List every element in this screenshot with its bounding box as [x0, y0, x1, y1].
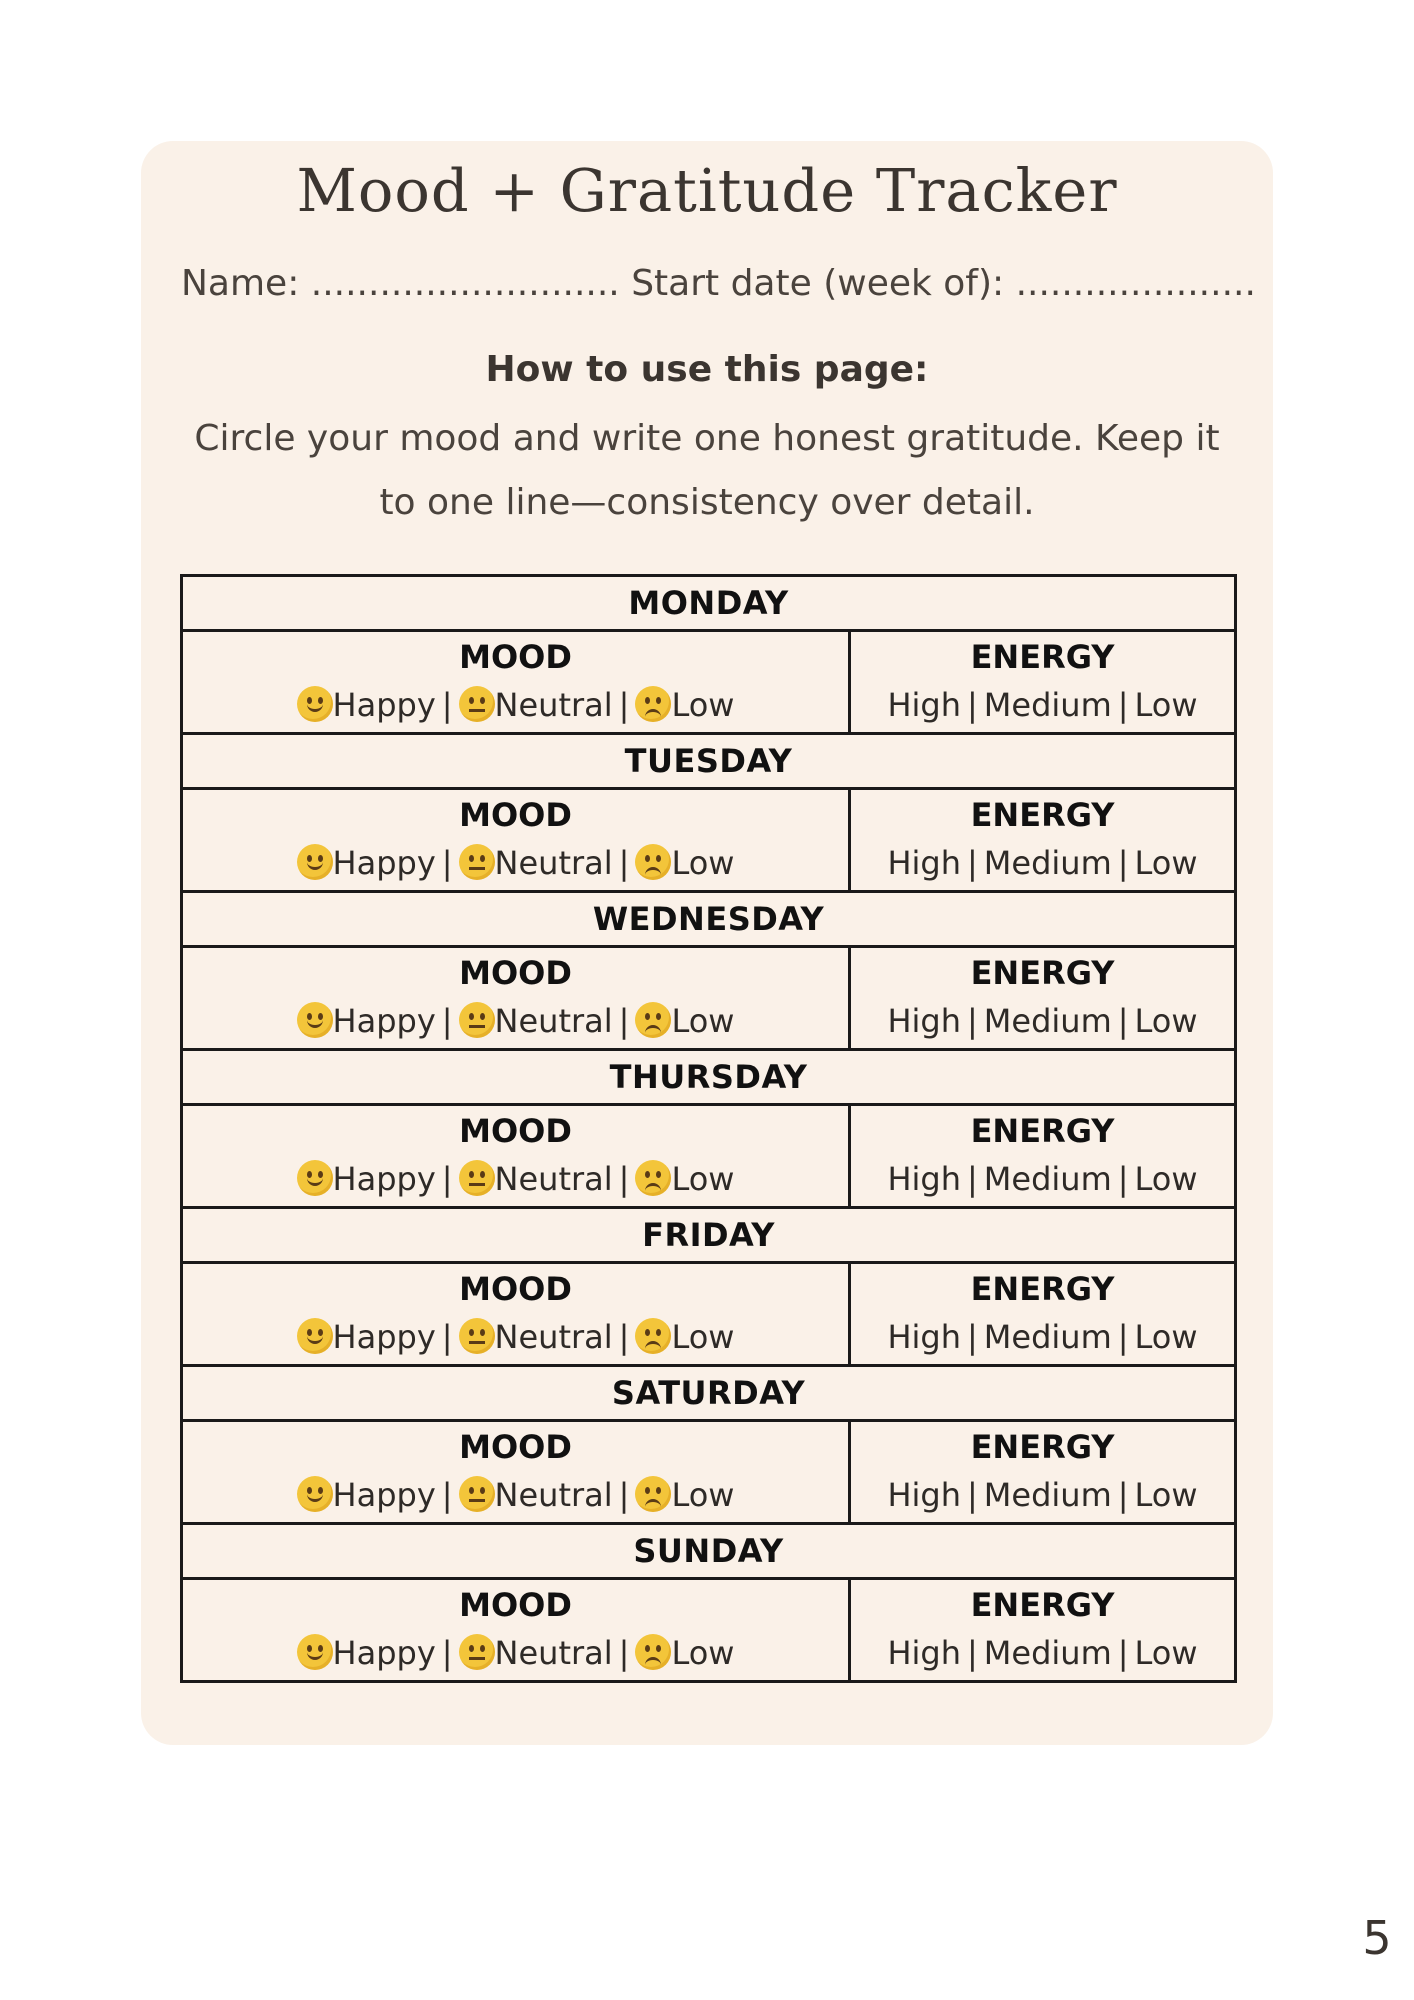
energy-label: ENERGY	[970, 796, 1115, 834]
mood-option-neutral[interactable]: Neutral	[494, 1318, 613, 1356]
mood-label: MOOD	[459, 1112, 572, 1150]
day-heading: WEDNESDAY	[183, 893, 1234, 948]
energy-option-low[interactable]: Low	[1134, 1476, 1198, 1514]
option-separator: |	[1117, 844, 1129, 882]
energy-option-medium[interactable]: Medium	[983, 1476, 1112, 1514]
option-separator: |	[441, 844, 453, 882]
weekly-tracker-table	[180, 574, 1237, 1683]
option-separator: |	[618, 1634, 630, 1672]
slightly-frowning-face-icon	[635, 1160, 671, 1196]
option-separator: |	[441, 1476, 453, 1514]
slightly-smiling-face-icon	[297, 1476, 333, 1512]
option-separator: |	[618, 686, 630, 724]
mood-label: MOOD	[459, 796, 572, 834]
mood-option-neutral[interactable]: Neutral	[494, 686, 613, 724]
slightly-smiling-face-icon	[297, 1634, 333, 1670]
mood-options	[183, 998, 848, 1048]
option-separator: |	[1117, 686, 1129, 724]
day-row	[183, 1580, 1234, 1680]
energy-option-medium[interactable]: Medium	[983, 1002, 1112, 1040]
mood-cell	[183, 1580, 851, 1680]
mood-option-neutral[interactable]: Neutral	[494, 1476, 613, 1514]
energy-option-low[interactable]: Low	[1134, 686, 1198, 724]
day-block-sunday	[183, 1522, 1234, 1680]
mood-option-low[interactable]: Low	[671, 1476, 735, 1514]
energy-cell	[851, 1422, 1234, 1522]
option-separator: |	[441, 1634, 453, 1672]
option-separator: |	[618, 844, 630, 882]
option-separator: |	[967, 844, 978, 882]
mood-option-happy[interactable]: Happy	[332, 1002, 436, 1040]
day-block-tuesday	[183, 732, 1234, 890]
option-separator: |	[967, 686, 978, 724]
option-separator: |	[1117, 1002, 1129, 1040]
energy-options	[851, 840, 1234, 890]
mood-option-neutral[interactable]: Neutral	[494, 1634, 613, 1672]
mood-label: MOOD	[459, 954, 572, 992]
energy-option-low[interactable]: Low	[1134, 1002, 1198, 1040]
mood-option-happy[interactable]: Happy	[332, 1160, 436, 1198]
slightly-frowning-face-icon	[635, 686, 671, 722]
energy-option-medium[interactable]: Medium	[983, 1160, 1112, 1198]
energy-option-low[interactable]: Low	[1134, 844, 1198, 882]
day-block-friday	[183, 1206, 1234, 1364]
neutral-face-icon	[459, 1318, 495, 1354]
energy-cell	[851, 1106, 1234, 1206]
mood-option-low[interactable]: Low	[671, 1002, 735, 1040]
mood-options	[183, 682, 848, 732]
mood-cell	[183, 1106, 851, 1206]
energy-label: ENERGY	[970, 1586, 1115, 1624]
option-separator: |	[967, 1476, 978, 1514]
energy-option-low[interactable]: Low	[1134, 1634, 1198, 1672]
day-row	[183, 790, 1234, 890]
mood-cell	[183, 790, 851, 890]
mood-option-happy[interactable]: Happy	[332, 1634, 436, 1672]
mood-option-happy[interactable]: Happy	[332, 844, 436, 882]
energy-option-high[interactable]: High	[887, 686, 961, 724]
mood-options	[183, 1156, 848, 1206]
slightly-frowning-face-icon	[635, 1476, 671, 1512]
option-separator: |	[441, 1160, 453, 1198]
energy-label: ENERGY	[970, 1112, 1115, 1150]
day-row	[183, 1422, 1234, 1522]
energy-options	[851, 1630, 1234, 1680]
energy-options	[851, 682, 1234, 732]
energy-label: ENERGY	[970, 638, 1115, 676]
option-separator: |	[967, 1002, 978, 1040]
mood-option-neutral[interactable]: Neutral	[494, 1002, 613, 1040]
energy-option-medium[interactable]: Medium	[983, 1634, 1112, 1672]
day-row	[183, 948, 1234, 1048]
page-title: Mood + Gratitude Tracker	[296, 156, 1118, 225]
energy-label: ENERGY	[970, 1428, 1115, 1466]
option-separator: |	[441, 1318, 453, 1356]
day-block-saturday	[183, 1364, 1234, 1522]
day-heading: FRIDAY	[183, 1209, 1234, 1264]
energy-option-high[interactable]: High	[887, 1318, 961, 1356]
mood-label: MOOD	[459, 1270, 572, 1308]
slightly-smiling-face-icon	[297, 1002, 333, 1038]
day-row	[183, 632, 1234, 732]
mood-options	[183, 1314, 848, 1364]
neutral-face-icon	[459, 1476, 495, 1512]
energy-option-high[interactable]: High	[887, 1160, 961, 1198]
mood-cell	[183, 1264, 851, 1364]
energy-label: ENERGY	[970, 954, 1115, 992]
mood-option-low[interactable]: Low	[671, 1318, 735, 1356]
day-block-thursday	[183, 1048, 1234, 1206]
how-to-heading: How to use this page:	[485, 349, 929, 390]
mood-cell	[183, 948, 851, 1048]
energy-option-medium[interactable]: Medium	[983, 1318, 1112, 1356]
mood-label: MOOD	[459, 1428, 572, 1466]
page-number: 5	[1362, 1911, 1392, 1965]
energy-option-high[interactable]: High	[887, 1634, 961, 1672]
mood-option-neutral[interactable]: Neutral	[494, 844, 613, 882]
slightly-frowning-face-icon	[635, 1002, 671, 1038]
energy-options	[851, 1472, 1234, 1522]
energy-cell	[851, 948, 1234, 1048]
option-separator: |	[618, 1318, 630, 1356]
option-separator: |	[618, 1476, 630, 1514]
energy-cell	[851, 790, 1234, 890]
energy-option-low[interactable]: Low	[1134, 1160, 1198, 1198]
energy-options	[851, 1314, 1234, 1364]
energy-option-low[interactable]: Low	[1134, 1318, 1198, 1356]
slightly-frowning-face-icon	[635, 1634, 671, 1670]
neutral-face-icon	[459, 1002, 495, 1038]
day-heading: MONDAY	[183, 577, 1234, 632]
neutral-face-icon	[459, 686, 495, 722]
option-separator: |	[441, 686, 453, 724]
option-separator: |	[618, 1160, 630, 1198]
energy-cell	[851, 1264, 1234, 1364]
mood-options	[183, 840, 848, 890]
option-separator: |	[618, 1002, 630, 1040]
mood-option-happy[interactable]: Happy	[332, 1476, 436, 1514]
energy-options	[851, 998, 1234, 1048]
option-separator: |	[967, 1318, 978, 1356]
tracker-card	[141, 141, 1273, 1745]
slightly-smiling-face-icon	[297, 1160, 333, 1196]
neutral-face-icon	[459, 1160, 495, 1196]
mood-options	[183, 1630, 848, 1680]
slightly-smiling-face-icon	[297, 1318, 333, 1354]
mood-option-happy[interactable]: Happy	[332, 686, 436, 724]
day-row	[183, 1264, 1234, 1364]
option-separator: |	[441, 1002, 453, 1040]
day-block-wednesday	[183, 890, 1234, 1048]
name-and-start-date-line: Name: ........................... Start date (week of): .....................	[181, 263, 1256, 304]
energy-option-high[interactable]: High	[887, 844, 961, 882]
day-heading: SUNDAY	[183, 1525, 1234, 1580]
energy-options	[851, 1156, 1234, 1206]
energy-cell	[851, 1580, 1234, 1680]
energy-label: ENERGY	[970, 1270, 1115, 1308]
slightly-smiling-face-icon	[297, 686, 333, 722]
option-separator: |	[967, 1634, 978, 1672]
mood-label: MOOD	[459, 638, 572, 676]
mood-option-low[interactable]: Low	[671, 844, 735, 882]
energy-option-high[interactable]: High	[887, 1002, 961, 1040]
option-separator: |	[1117, 1160, 1129, 1198]
neutral-face-icon	[459, 844, 495, 880]
mood-option-low[interactable]: Low	[671, 686, 735, 724]
slightly-frowning-face-icon	[635, 1318, 671, 1354]
how-to-instructions: Circle your mood and write one honest gratitude. Keep it to one line—consistency over detail.	[194, 418, 1220, 523]
mood-cell	[183, 632, 851, 732]
option-separator: |	[967, 1160, 978, 1198]
day-row	[183, 1106, 1234, 1206]
option-separator: |	[1117, 1476, 1129, 1514]
slightly-smiling-face-icon	[297, 844, 333, 880]
mood-option-happy[interactable]: Happy	[332, 1318, 436, 1356]
energy-option-high[interactable]: High	[887, 1476, 961, 1514]
energy-option-medium[interactable]: Medium	[983, 686, 1112, 724]
day-block-monday	[183, 577, 1234, 732]
energy-cell	[851, 632, 1234, 732]
day-heading: THURSDAY	[183, 1051, 1234, 1106]
mood-label: MOOD	[459, 1586, 572, 1624]
day-heading: SATURDAY	[183, 1367, 1234, 1422]
day-heading: TUESDAY	[183, 735, 1234, 790]
slightly-frowning-face-icon	[635, 844, 671, 880]
mood-option-neutral[interactable]: Neutral	[494, 1160, 613, 1198]
energy-option-medium[interactable]: Medium	[983, 844, 1112, 882]
option-separator: |	[1117, 1318, 1129, 1356]
mood-option-low[interactable]: Low	[671, 1634, 735, 1672]
mood-cell	[183, 1422, 851, 1522]
option-separator: |	[1117, 1634, 1129, 1672]
neutral-face-icon	[459, 1634, 495, 1670]
mood-options	[183, 1472, 848, 1522]
mood-option-low[interactable]: Low	[671, 1160, 735, 1198]
